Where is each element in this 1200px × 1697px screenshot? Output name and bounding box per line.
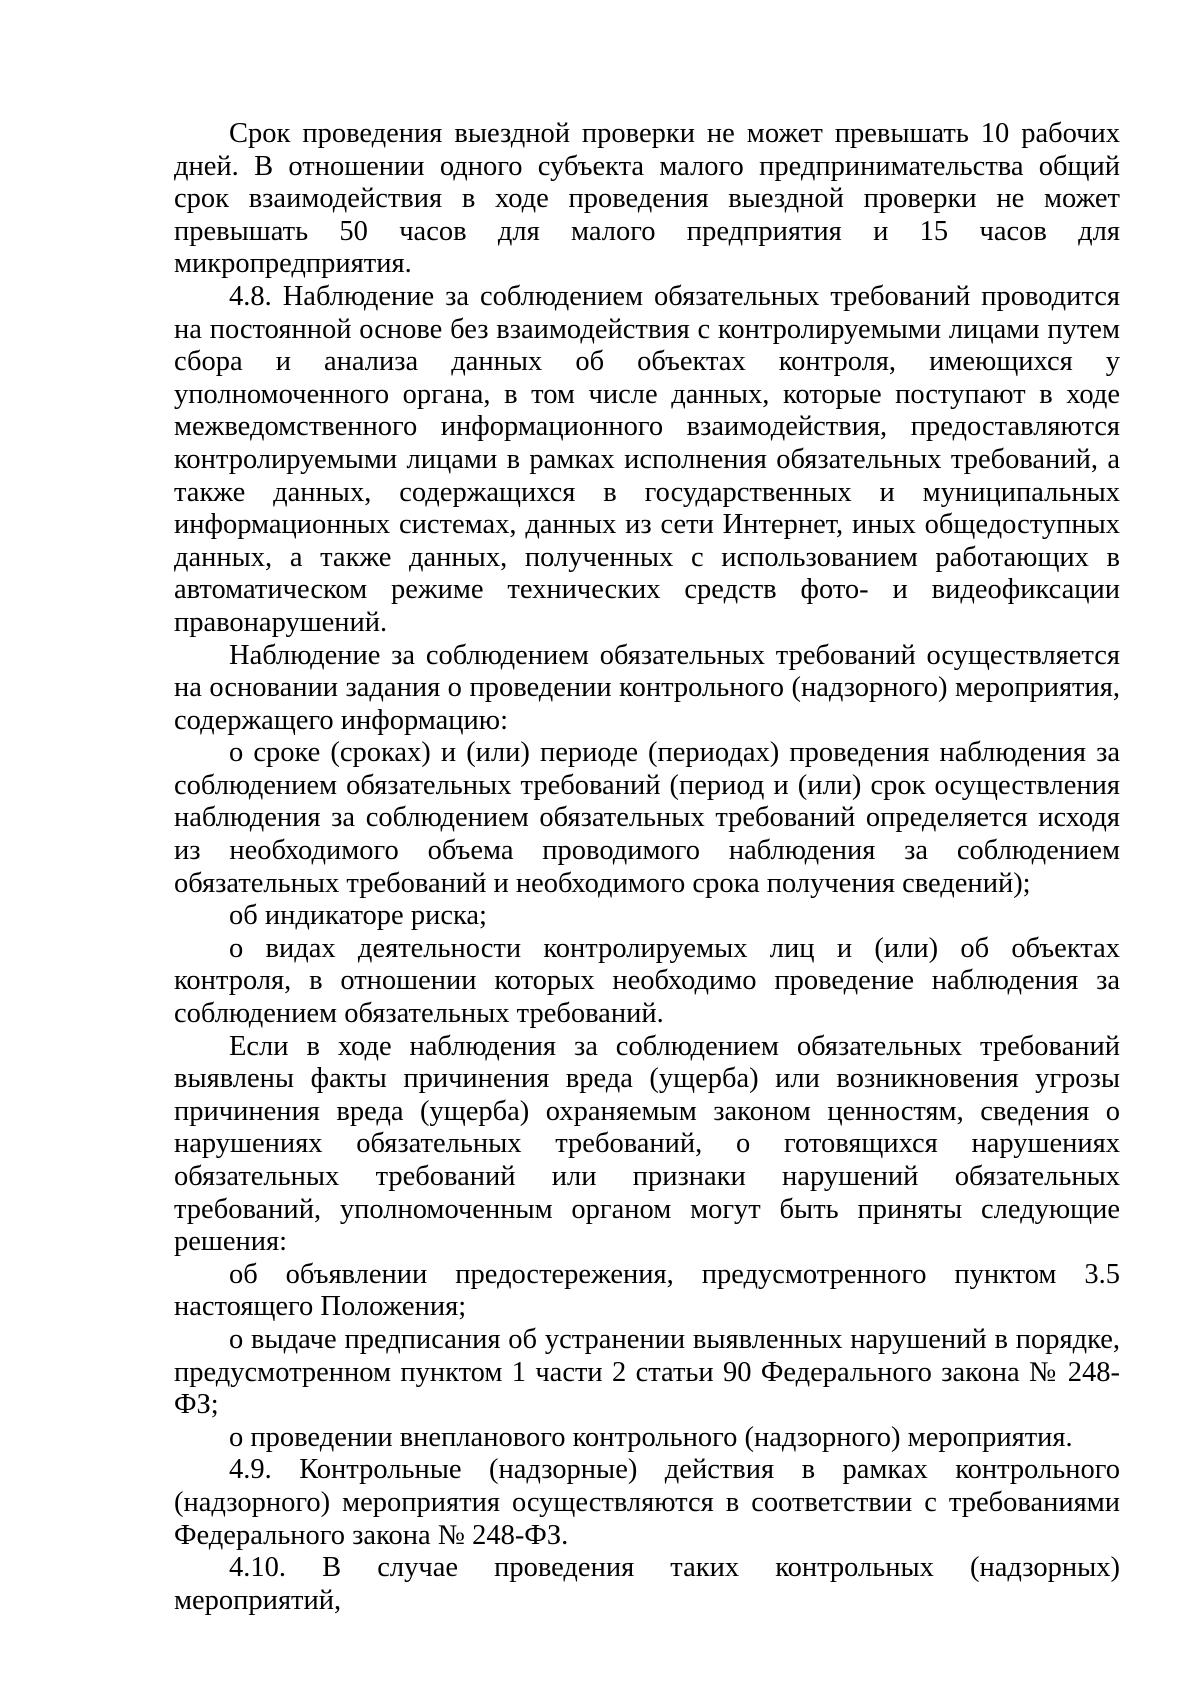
paragraph-4-8-observation: 4.8. Наблюдение за соблюдением обязательных требований проводится на постоянной основе без взаимодействия с контролируемыми лицами путем сбора и анализа данных об объектах контроля, имеющихся у уполномоченного органа, в том числе данных, которые поступают в ходе межведомственного информационного взаимодействия, предоставляются контролируемыми лицами в рамках исполнения обязательных требований, а также данных, содержащихся в государственных и муниципальных информационных системах, данных из сети Интернет, иных общедоступных данных, а также данных, полученных с использованием работающих в автоматическом режиме технических средств фото- и видеофиксации правонарушений. [174,280,1120,638]
paragraph-warning-decision: об объявлении предостережения, предусмотренного пунктом 3.5 настоящего Положения; [174,1258,1120,1323]
paragraph-unscheduled-inspection: о проведении внепланового контрольного (надзорного) мероприятия. [229,1421,1073,1453]
paragraph-prescription-decision: о выдаче предписания об устранении выявленных нарушений в порядке, предусмотренном пунктом 1 части 2 статьи 90 Федерального закона № 248-ФЗ; [174,1323,1120,1421]
paragraph-activity-types: о видах деятельности контролируемых лиц и (или) об объектах контроля, в отношении которых необходимо проведение наблюдения за соблюдением обязательных требований. [174,932,1120,1030]
paragraph-risk-indicator: об индикаторе риска; [229,900,487,932]
paragraph-inspection-duration: Срок проведения выездной проверки не может превышать 10 рабочих дней. В отношении одного субъекта малого предпринимательства общий срок взаимодействия в ходе проведения выездной проверки не может превышать 50 часов для малого предприятия и 15 часов для микропредприятия. [174,118,1120,280]
paragraph-observation-period: о сроке (сроках) и (или) периоде (периодах) проведения наблюдения за соблюдением обязательных требований (период и (или) срок осуществления наблюдения за соблюдением обязательных требований определяется исходя из необходимого объема проводимого наблюдения за соблюдением обязательных требований и необходимого срока получения сведений); [174,737,1120,899]
document-body [174,118,1120,1617]
paragraph-violations-found: Если в ходе наблюдения за соблюдением обязательных требований выявлены факты причинения вреда (ущерба) или возникновения угрозы причинения вреда (ущерба) охраняемым законом ценностям, сведения о нарушениях обязательных требований, о готовящихся нарушениях обязательных требований или признаки нарушений обязательных требований, уполномоченным органом могут быть приняты следующие решения: [174,1030,1120,1258]
paragraph-4-9-control-actions: 4.9. Контрольные (надзорные) действия в рамках контрольного (надзорного) мероприятия осуществляются в соответствии с требованиями Федерального закона № 248-ФЗ. [174,1454,1120,1551]
paragraph-observation-task: Наблюдение за соблюдением обязательных требований осуществляется на основании задания о проведении контрольного (надзорного) мероприятия, содержащего информацию: [174,639,1120,736]
paragraph-4-10-case: 4.10. В случае проведения таких контрольных (надзорных) мероприятий, [174,1552,1120,1616]
